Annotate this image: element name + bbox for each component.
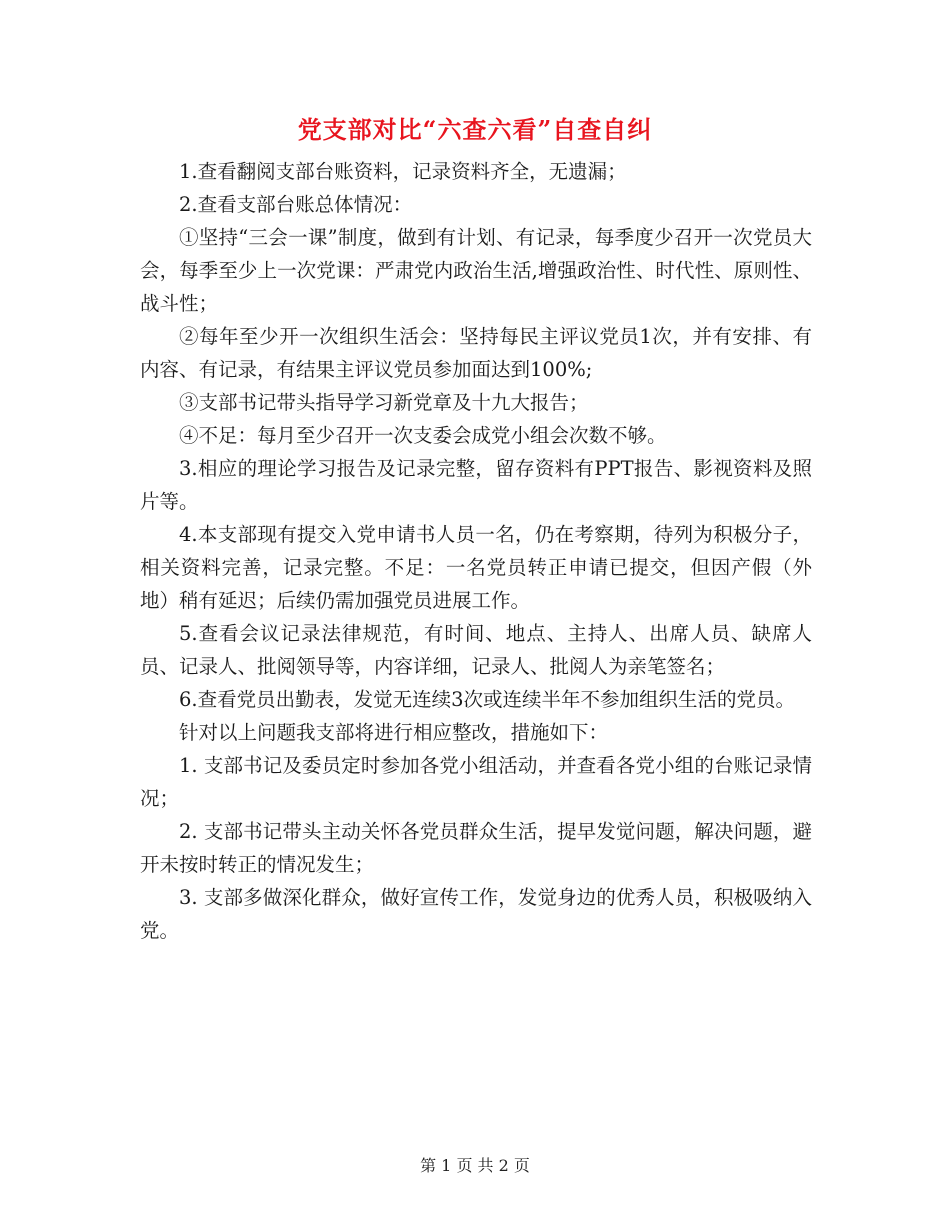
paragraph: ②每年至少开一次组织生活会：坚持每民主评议党员1次，并有安排、有内容、有记录，有结果主评议党员参加面达到100%; — [140, 325, 812, 381]
paragraph: 4.本支部现有提交入党申请书人员一名，仍在考察期，待列为积极分子，相关资料完善，记录完整。不足：一名党员转正申请已提交，但因产假（外地）稍有延迟；后续仍需加强党员进展工作。 — [140, 523, 812, 612]
paragraph: 3.相应的理论学习报告及记录完整，留存资料有PPT报告、影视资料及照片等。 — [140, 457, 812, 513]
paragraph: 1.查看翻阅支部台账资料，记录资料齐全，无遗漏； — [179, 160, 627, 183]
paragraph: 2.查看支部台账总体情况： — [179, 193, 413, 216]
page-footer: 第 1 页 共 2 页 — [420, 1156, 530, 1175]
document-title: 党支部对比“六查六看”自查自纠 — [297, 115, 653, 144]
paragraph: ④不足：每月至少召开一次支委会成党小组会次数不够。 — [179, 424, 667, 447]
paragraph: 1. 支部书记及委员定时参加各党小组活动，并查看各党小组的台账记录情况； — [140, 754, 812, 810]
document-body — [140, 155, 812, 947]
paragraph: 3. 支部多做深化群众，做好宣传工作，发觉身边的优秀人员，积极吸纳入党。 — [140, 886, 812, 942]
paragraph: 6.查看党员出勤表，发觉无连续3次或连续半年不参加组织生活的党员。 — [179, 688, 796, 711]
paragraph: ③支部书记带头指导学习新党章及十九大报告； — [179, 391, 589, 414]
paragraph: 5.查看会议记录法律规范，有时间、地点、主持人、出席人员、缺席人员、记录人、批阅领导等，内容详细，记录人、批阅人为亲笔签名； — [140, 622, 812, 678]
paragraph: 2. 支部书记带头主动关怀各党员群众生活，提早发觉问题，解决问题，避开未按时转正的情况发生； — [140, 820, 812, 876]
paragraph: ①坚持“三会一课”制度，做到有计划、有记录，每季度少召开一次党员大会，每季至少上一次党课：严肃党内政治生活,增强政治性、时代性、原则性、战斗性； — [140, 226, 812, 315]
paragraph: 针对以上问题我支部将进行相应整改，措施如下： — [179, 721, 609, 744]
